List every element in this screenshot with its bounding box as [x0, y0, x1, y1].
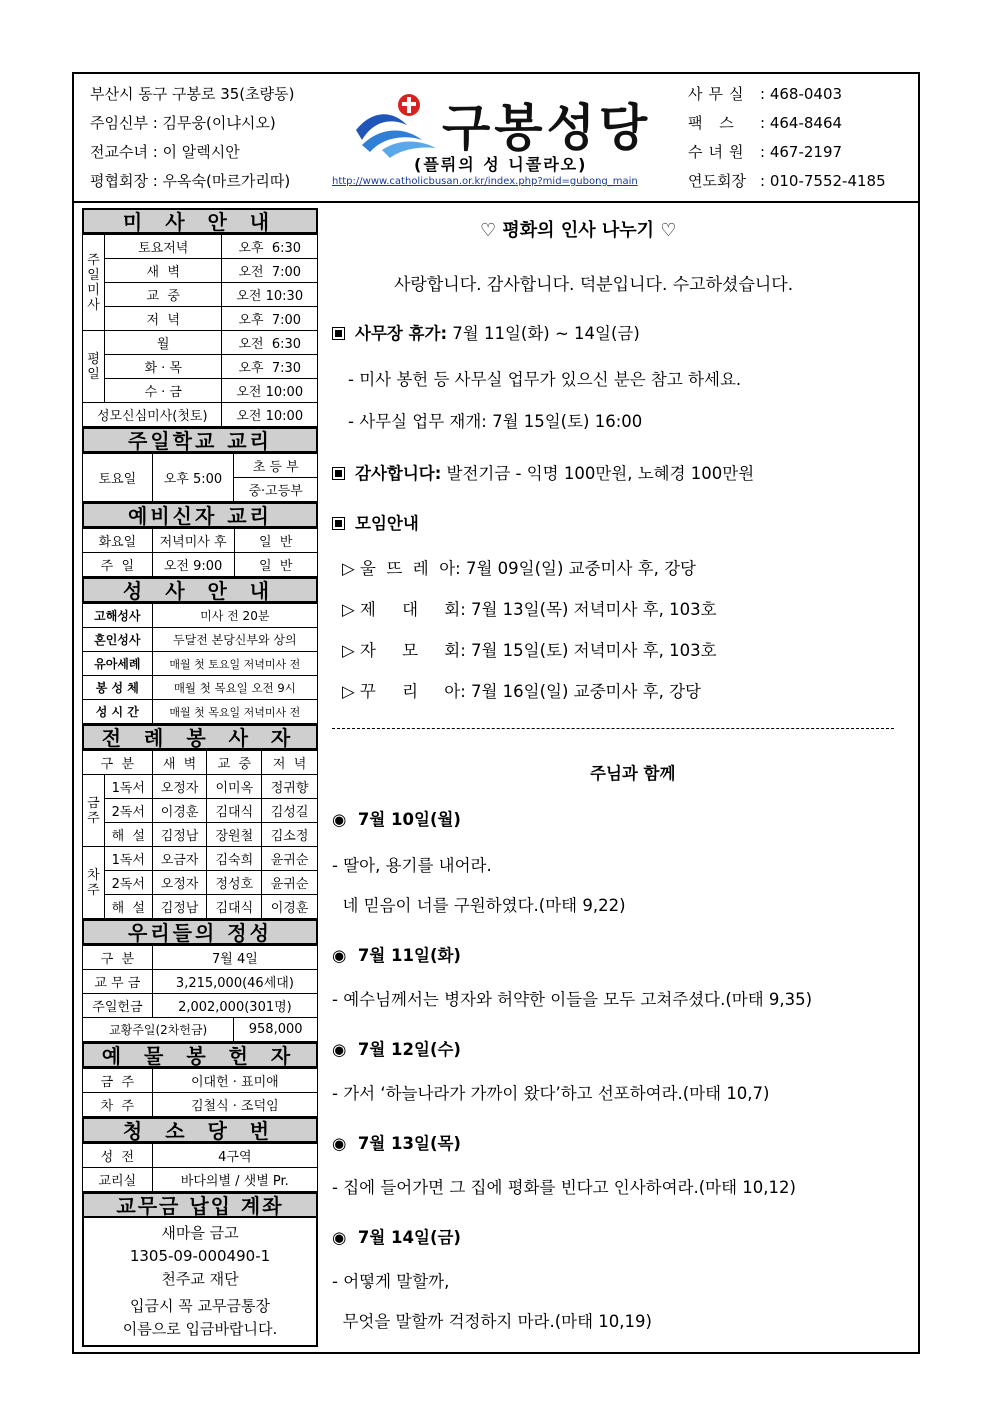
gift-names: 이대헌 · 표미애 [152, 1069, 317, 1093]
servers-head: 교 중 [207, 751, 262, 775]
server-name: 김정남 [152, 895, 207, 919]
wave-logo-icon [352, 90, 442, 160]
day-heading: ◉ 7월 13일(목) [332, 1134, 461, 1153]
servers-head: 새 벽 [152, 751, 207, 775]
account-note: 입금시 꼭 교무금통장 [130, 1297, 270, 1315]
server-role: 해 설 [104, 823, 152, 847]
contact-info [688, 80, 918, 196]
sunday-school-title: 주일학교 교리 [82, 427, 318, 453]
this-week-label: 금주 [83, 775, 105, 847]
server-name: 이경훈 [262, 895, 318, 919]
offering-value: 2,002,000(301명) [152, 994, 317, 1018]
contact-fax: 팩 스 : 464-8464 [688, 114, 843, 132]
day-verse: 네 믿음이 너를 구원하였다.(마태 9,22) [332, 896, 626, 915]
day-verse: - 가서 ‘하늘나라가 가까이 왔다’하고 선포하여라.(마태 10,7) [332, 1084, 770, 1103]
mass-name: 화 · 목 [104, 355, 222, 379]
day-heading: ◉ 7월 12일(수) [332, 1040, 461, 1059]
clean-title: 청 소 당 번 [82, 1117, 318, 1143]
server-name: 정성호 [207, 871, 262, 895]
office-notice: 사무장 휴가: 7월 11일(화) ~ 14일(금) [332, 320, 640, 344]
contact-funeral: 연도회장 : 010-7552-4185 [688, 172, 886, 190]
meeting-item: ▷ 제 대 회: 7월 13일(목) 저녁미사 후, 103호 [342, 600, 717, 619]
address: 부산시 동구 구봉로 35(초량동) [90, 85, 295, 103]
mass-time: 오후 7:30 [222, 355, 318, 379]
office-note: - 사무실 업무 재개: 7월 15일(토) 16:00 [348, 412, 643, 431]
server-role: 1독서 [104, 775, 152, 799]
sidebar [82, 208, 318, 1347]
cat-time: 저녁미사 후 [152, 529, 234, 553]
server-name: 윤귀순 [262, 871, 318, 895]
server-name: 김소정 [262, 823, 318, 847]
meeting-item: ▷ 꾸 리 아: 7월 16일(일) 교중미사 후, 강당 [342, 682, 701, 701]
servers-table [82, 750, 318, 919]
servers-title: 전 례 봉 사 자 [82, 724, 318, 750]
next-week-label: 차주 [83, 847, 105, 919]
offering-label: 교 무 금 [83, 970, 153, 994]
school-day: 토요일 [83, 454, 153, 502]
sacrament-name: 유아세례 [83, 652, 153, 676]
offering-label: 주일헌금 [83, 994, 153, 1018]
server-name: 오금자 [152, 847, 207, 871]
parish-logo [332, 86, 672, 196]
school-group: 초 등 부 [234, 454, 318, 478]
cat-group: 일 반 [234, 529, 318, 553]
day-verse: - 집에 들어가면 그 집에 평화를 빈다고 인사하여라.(마태 10,12) [332, 1178, 796, 1197]
server-name: 윤귀순 [262, 847, 318, 871]
gift-label: 차 주 [83, 1093, 153, 1117]
parish-title: 구봉성당 [442, 99, 652, 157]
mass-time: 오전 6:30 [222, 331, 318, 355]
parish-info [90, 80, 330, 196]
header-divider [72, 201, 920, 203]
thanks-notice: 감사합니다: 발전기금 - 익명 100만원, 노혜경 100만원 [332, 460, 754, 484]
square-bullet-icon [332, 327, 345, 340]
day-verse: - 딸아, 용기를 내어라. [332, 856, 492, 875]
account-note: 이름으로 입금바랍니다. [122, 1320, 278, 1338]
with-lord-heading: 주님과 함께 [590, 764, 676, 783]
mass-time: 오전 10:30 [222, 283, 318, 307]
servers-head: 저 녁 [262, 751, 318, 775]
day-heading: ◉ 7월 11일(화) [332, 946, 461, 965]
server-name: 장원철 [207, 823, 262, 847]
office-note: - 미사 봉헌 등 사무실 업무가 있으신 분은 참고 하세요. [348, 370, 742, 389]
clean-value: 바다의별 / 샛별 Pr. [152, 1168, 317, 1192]
gift-title: 예 물 봉 헌 자 [82, 1042, 318, 1068]
mass-title: 미 사 안 내 [82, 208, 318, 234]
cat-time: 오전 9:00 [152, 553, 234, 577]
mass-time: 오후 6:30 [222, 235, 318, 259]
cat-group: 일 반 [234, 553, 318, 577]
mass-time: 오전 7:00 [222, 259, 318, 283]
sunday-label: 주일미사 [83, 235, 105, 331]
bank-name: 새마을 금고 [161, 1224, 239, 1242]
account-number: 1305-09-000490-1 [129, 1247, 271, 1265]
meeting-heading: 모임안내 [332, 510, 419, 534]
gift-label: 금 주 [83, 1069, 153, 1093]
server-name: 정귀향 [262, 775, 318, 799]
sacrament-info: 두달전 본당신부와 상의 [152, 628, 317, 652]
mass-time: 오후 7:00 [222, 307, 318, 331]
account-box [82, 1218, 318, 1347]
day-heading: ◉ 7월 14일(금) [332, 1228, 461, 1247]
sacrament-name: 봉 성 체 [83, 676, 153, 700]
server-name: 김정남 [152, 823, 207, 847]
server-name: 이경훈 [152, 799, 207, 823]
mass-name: 새 벽 [104, 259, 222, 283]
server-role: 2독서 [104, 871, 152, 895]
sacrament-name: 혼인성사 [83, 628, 153, 652]
school-group: 중·고등부 [234, 478, 318, 502]
offering-title: 우리들의 정성 [82, 919, 318, 945]
school-time: 오후 5:00 [152, 454, 234, 502]
mass-name: 저 녁 [104, 307, 222, 331]
meeting-item: ▷ 울 뜨 레 아: 7월 09일(일) 교중미사 후, 강당 [342, 559, 696, 578]
mass-name: 수 · 금 [104, 379, 222, 403]
meeting-item: ▷ 자 모 회: 7월 15일(토) 저녁미사 후, 103호 [342, 641, 717, 660]
day-heading: ◉ 7월 10일(월) [332, 810, 461, 829]
section-divider [332, 728, 894, 729]
cat-day: 화요일 [83, 529, 153, 553]
sacrament-title: 성 사 안 내 [82, 577, 318, 603]
mass-name: 성모신심미사(첫토) [83, 403, 222, 427]
mass-name: 월 [104, 331, 222, 355]
contact-office: 사무실 : 468-0403 [688, 85, 843, 103]
gift-names: 김철식 · 조덕임 [152, 1093, 317, 1117]
mass-name: 교 중 [104, 283, 222, 307]
day-verse: - 어떻게 말할까, [332, 1272, 450, 1291]
clean-table [82, 1143, 318, 1192]
parish-url[interactable]: http://www.catholicbusan.or.kr/index.php?mid=gubong_main [332, 176, 638, 187]
server-name: 이미옥 [207, 775, 262, 799]
catechumen-title: 예비신자 교리 [82, 502, 318, 528]
server-role: 1독서 [104, 847, 152, 871]
offering-value: 958,000 [234, 1018, 318, 1042]
server-role: 2독서 [104, 799, 152, 823]
sister: 전교수녀 : 이 알렉시안 [90, 143, 240, 161]
offering-value: 7월 4일 [152, 946, 317, 970]
square-bullet-icon [332, 517, 345, 530]
sacrament-info: 매월 첫 목요일 저녁미사 전 [152, 700, 317, 724]
sacrament-table [82, 603, 318, 724]
mass-table [82, 234, 318, 427]
account-title: 교무금 납입 계좌 [82, 1192, 318, 1218]
day-verse: 무엇을 말할까 걱정하지 마라.(마태 10,19) [332, 1312, 652, 1331]
server-role: 해 설 [104, 895, 152, 919]
server-name: 오정자 [152, 871, 207, 895]
sacrament-info: 매월 첫 토요일 저녁미사 전 [152, 652, 317, 676]
sacrament-info: 매월 첫 목요일 오전 9시 [152, 676, 317, 700]
sunday-school-table [82, 453, 318, 502]
council-president: 평협회장 : 우옥숙(마르가리따) [90, 172, 291, 190]
weekday-label: 평일 [83, 331, 105, 403]
servers-head: 구 분 [83, 751, 153, 775]
square-bullet-icon [332, 467, 345, 480]
offering-label: 교황주일(2차헌금) [83, 1018, 234, 1042]
sacrament-name: 성 시 간 [83, 700, 153, 724]
peace-heading: ♡ 평화의 인사 나누기 ♡ [480, 220, 677, 241]
cat-day: 주 일 [83, 553, 153, 577]
gift-table [82, 1068, 318, 1117]
day-verse: - 예수님께서는 병자와 허약한 이들을 모두 고쳐주셨다.(마태 9,35) [332, 990, 813, 1009]
server-name: 오정자 [152, 775, 207, 799]
server-name: 김대식 [207, 895, 262, 919]
server-name: 김성길 [262, 799, 318, 823]
sacrament-name: 고해성사 [83, 604, 153, 628]
offering-table [82, 945, 318, 1042]
contact-convent: 수녀원 : 467-2197 [688, 143, 843, 161]
sacrament-info: 미사 전 20분 [152, 604, 317, 628]
server-name: 김대식 [207, 799, 262, 823]
offering-label: 구 분 [83, 946, 153, 970]
clean-label: 성 전 [83, 1144, 153, 1168]
mass-name: 토요저녁 [104, 235, 222, 259]
clean-value: 4구역 [152, 1144, 317, 1168]
mass-time: 오전 10:00 [222, 379, 318, 403]
parish-patron: (플뤼의 성 니콜라오) [414, 155, 588, 174]
catechumen-table [82, 528, 318, 577]
mass-time: 오전 10:00 [222, 403, 318, 427]
server-name: 김숙희 [207, 847, 262, 871]
pastor: 주임신부 : 김무웅(이냐시오) [90, 114, 276, 132]
clean-label: 교리실 [83, 1168, 153, 1192]
offering-value: 3,215,000(46세대) [152, 970, 317, 994]
greeting: 사랑합니다. 감사합니다. 덕분입니다. 수고하셨습니다. [394, 275, 794, 295]
account-holder: 천주교 재단 [161, 1270, 239, 1288]
